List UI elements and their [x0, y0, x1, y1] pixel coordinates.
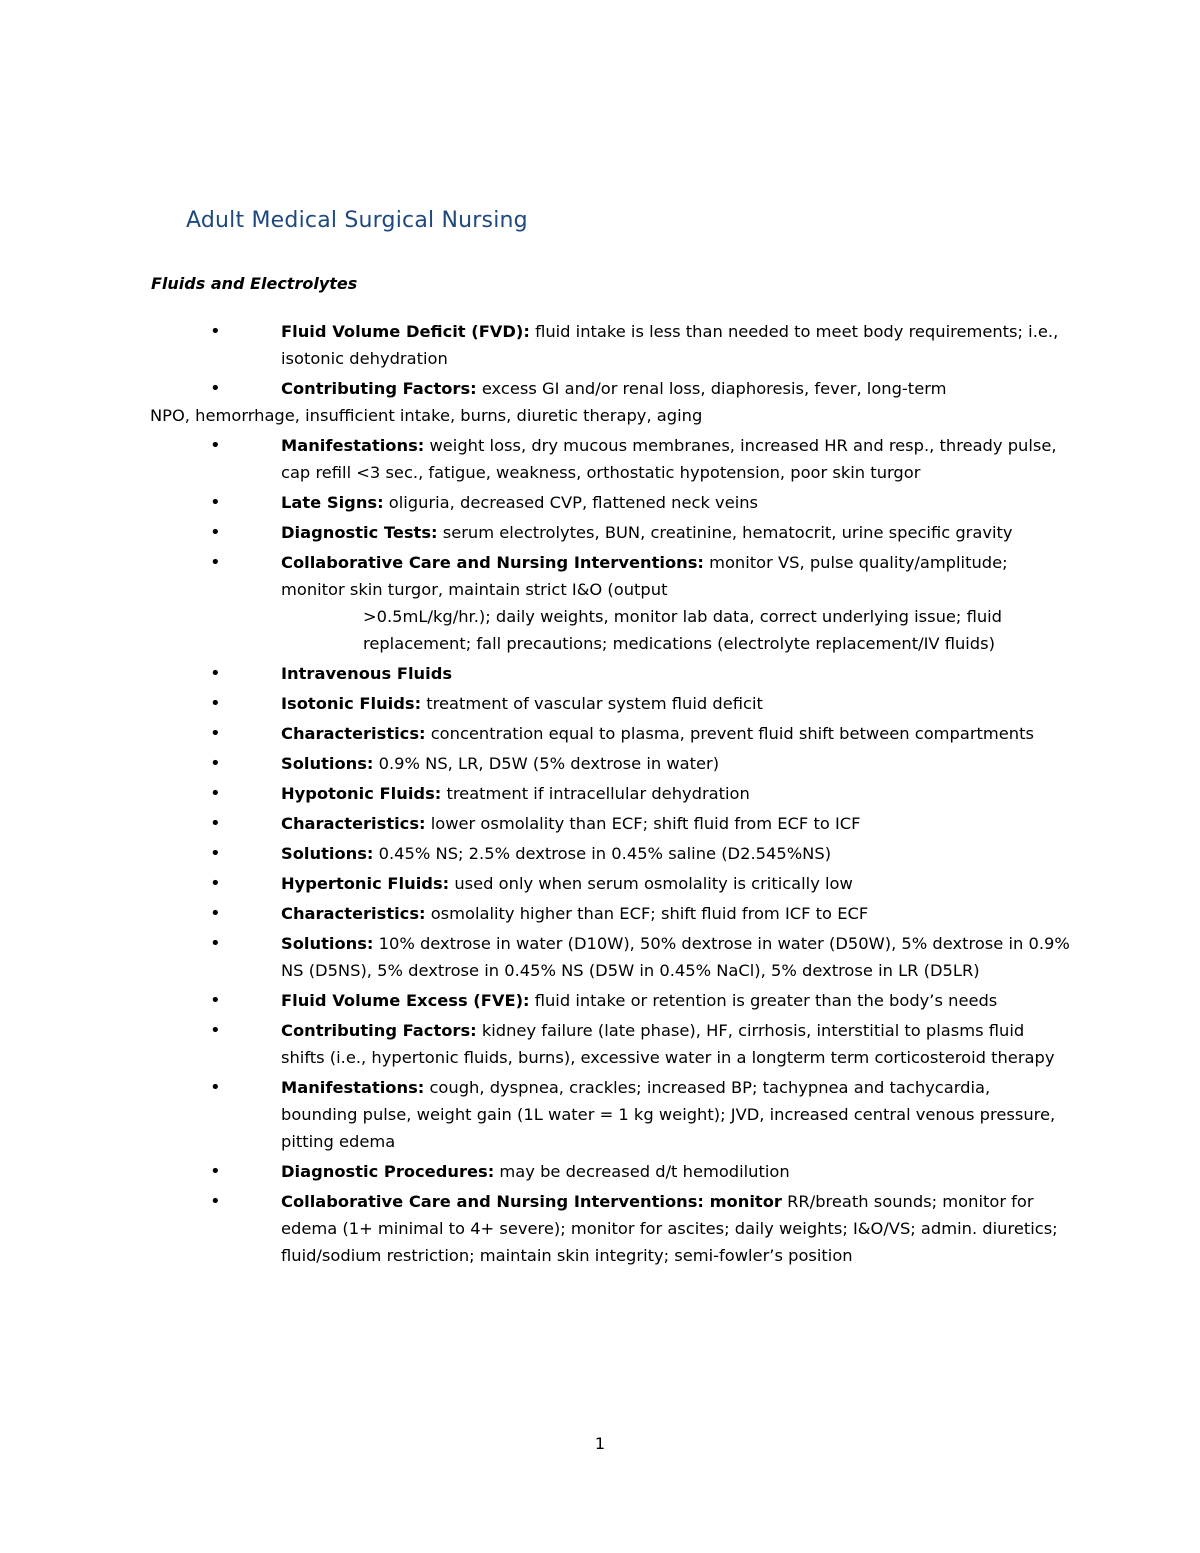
item-label: Manifestations:	[281, 436, 425, 455]
bullet-icon: •	[210, 990, 221, 1011]
bullet-icon: •	[210, 378, 221, 399]
item-label: Solutions:	[281, 754, 374, 773]
item-text: weight loss, dry mucous membranes, increased HR and resp., thready pulse, cap refill <3 sec., fatigue, weakness, orthostatic hypotension, poor skin turgor	[281, 436, 1057, 482]
list-item	[150, 1074, 1070, 1155]
bullet-icon: •	[210, 1077, 221, 1098]
item-text: fluid intake is less than needed to meet body requirements; i.e., isotonic dehydration	[281, 322, 1059, 368]
item-label: Isotonic Fluids:	[281, 694, 422, 713]
item-text: 0.45% NS; 2.5% dextrose in 0.45% saline (D2.545%NS)	[373, 844, 832, 863]
list-item	[150, 1188, 1070, 1269]
item-label: Solutions:	[281, 844, 374, 863]
bullet-icon: •	[210, 663, 221, 684]
page-number: 1	[594, 1434, 606, 1453]
item-label: Fluid Volume Excess (FVE):	[281, 991, 530, 1010]
item-label: Characteristics:	[281, 814, 426, 833]
list-item	[150, 375, 1070, 429]
bullet-icon: •	[210, 321, 221, 342]
bullet-icon: •	[210, 435, 221, 456]
item-label: Characteristics:	[281, 724, 426, 743]
bullet-icon: •	[210, 492, 221, 513]
item-text: lower osmolality than ECF; shift fluid from ECF to ICF	[425, 814, 861, 833]
item-text: used only when serum osmolality is critically low	[449, 874, 853, 893]
list-item	[150, 660, 1070, 687]
bullet-icon: •	[210, 873, 221, 894]
item-label: Fluid Volume Deficit (FVD):	[281, 322, 530, 341]
list-item	[150, 750, 1070, 777]
list-item	[150, 900, 1070, 927]
bullet-icon: •	[210, 522, 221, 543]
item-text: osmolality higher than ECF; shift fluid from ICF to ECF	[425, 904, 869, 923]
bullet-icon: •	[210, 903, 221, 924]
section-heading: Fluids and Electrolytes	[151, 274, 358, 293]
item-text: treatment of vascular system fluid deficit	[421, 694, 763, 713]
item-label: Collaborative Care and Nursing Interventions: monitor	[281, 1192, 782, 1211]
item-label: Contributing Factors:	[281, 379, 477, 398]
bullet-icon: •	[210, 783, 221, 804]
list-item	[150, 489, 1070, 516]
item-text: oliguria, decreased CVP, flattened neck veins	[383, 493, 759, 512]
list-item	[150, 720, 1070, 747]
item-label: Solutions:	[281, 934, 374, 953]
bullet-icon: •	[210, 813, 221, 834]
list-item	[150, 318, 1070, 372]
bullet-icon: •	[210, 1191, 221, 1212]
item-text: 10% dextrose in water (D10W), 50% dextrose in water (D50W), 5% dextrose in 0.9% NS (D5NS), 5% dextrose in 0.45% NS (D5W in 0.45% NaCl), 5% dextrose in LR (D5LR)	[281, 934, 1070, 980]
item-text: monitor VS, pulse quality/amplitude; monitor skin turgor, maintain strict I&O (output	[281, 553, 1008, 599]
item-label: Collaborative Care and Nursing Interventions:	[281, 553, 704, 572]
item-label: Intravenous Fluids	[281, 664, 453, 683]
item-text: excess GI and/or renal loss, diaphoresis, fever, long-term	[476, 379, 947, 398]
document-title: Adult Medical Surgical Nursing	[186, 208, 528, 233]
bullet-icon: •	[210, 693, 221, 714]
item-label: Late Signs:	[281, 493, 384, 512]
item-text: serum electrolytes, BUN, creatinine, hematocrit, urine specific gravity	[437, 523, 1013, 542]
item-text: fluid intake or retention is greater than the body’s needs	[529, 991, 998, 1010]
list-item	[150, 810, 1070, 837]
item-label: Hypotonic Fluids:	[281, 784, 442, 803]
item-text-continued: NPO, hemorrhage, insufficient intake, burns, diuretic therapy, aging	[150, 406, 703, 425]
list-item	[150, 432, 1070, 486]
item-text: cough, dyspnea, crackles; increased BP; tachypnea and tachycardia, bounding pulse, weight gain (1L water = 1 kg weight); JVD, increased central venous pressure, pitting edema	[281, 1078, 1056, 1151]
list-item	[150, 987, 1070, 1014]
bullet-icon: •	[210, 843, 221, 864]
list-item	[150, 1017, 1070, 1071]
list-item	[150, 519, 1070, 546]
item-text: 0.9% NS, LR, D5W (5% dextrose in water)	[373, 754, 720, 773]
item-text: may be decreased d/t hemodilution	[494, 1162, 790, 1181]
item-text: kidney failure (late phase), HF, cirrhosis, interstitial to plasms fluid shifts (i.e., hypertonic fluids, burns), excessive water in a longterm term corticosteroid therapy	[281, 1021, 1055, 1067]
list-item	[150, 930, 1070, 984]
list-item	[150, 780, 1070, 807]
item-text: RR/breath sounds; monitor for edema (1+ minimal to 4+ severe); monitor for ascites; daily weights; I&O/VS; admin. diuretics; fluid/sodium restriction; maintain skin integrity; semi-fowler’s position	[281, 1192, 1058, 1265]
notes-list	[150, 318, 1070, 1272]
bullet-icon: •	[210, 753, 221, 774]
item-label: Manifestations:	[281, 1078, 425, 1097]
item-label: Hypertonic Fluids:	[281, 874, 450, 893]
bullet-icon: •	[210, 1161, 221, 1182]
item-label: Diagnostic Procedures:	[281, 1162, 495, 1181]
item-text: concentration equal to plasma, prevent fluid shift between compartments	[425, 724, 1034, 743]
item-label: Diagnostic Tests:	[281, 523, 438, 542]
item-text: treatment if intracellular dehydration	[441, 784, 750, 803]
bullet-icon: •	[210, 552, 221, 573]
item-label: Contributing Factors:	[281, 1021, 477, 1040]
item-label: Characteristics:	[281, 904, 426, 923]
list-item	[150, 690, 1070, 717]
item-text-continued: >0.5mL/kg/hr.); daily weights, monitor lab data, correct underlying issue; fluid replacement; fall precautions; medications (electrolyte replacement/IV fluids)	[363, 607, 1003, 653]
list-item	[150, 1158, 1070, 1185]
bullet-icon: •	[210, 1020, 221, 1041]
bullet-icon: •	[210, 723, 221, 744]
list-item	[150, 549, 1070, 657]
list-item	[150, 870, 1070, 897]
bullet-icon: •	[210, 933, 221, 954]
list-item	[150, 840, 1070, 867]
